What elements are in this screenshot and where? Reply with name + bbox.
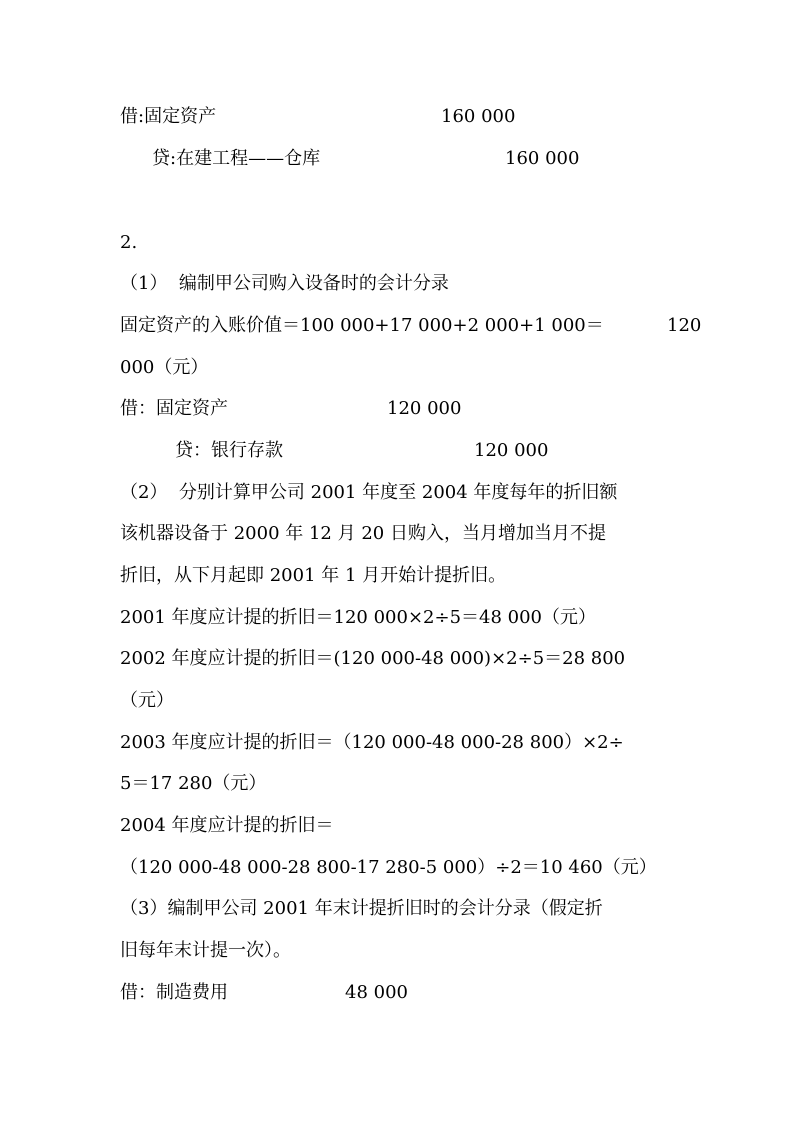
entry-debit-fixed-assets: 借:固定资产 (120, 106, 217, 127)
purchase-note-line2: 折旧，从下月起即 2001 年 1 月开始计提折旧。 (120, 565, 507, 586)
depreciation-2001: 2001 年度应计提的折旧＝120 000×2÷5＝48 000（元） (120, 607, 597, 628)
entry2-debit-amount: 120 000 (387, 398, 462, 419)
depreciation-2004-formula: （120 000-48 000-28 800-17 280-5 000）÷2＝10 460（元） (120, 857, 657, 878)
depreciation-2004: 2004 年度应计提的折旧＝ (120, 815, 334, 836)
question-2-heading: （2） 分别计算甲公司 2001 年度至 2004 年度每年的折旧额 (120, 482, 618, 503)
entry2-debit: 借：固定资产 (120, 398, 228, 419)
book-value-formula: 固定资产的入账价值＝100 000+17 000+2 000+1 000＝ (120, 315, 604, 336)
question-3-heading-cont: 旧每年末计提一次）。 (120, 940, 291, 961)
entry2-credit-amount: 120 000 (474, 440, 549, 461)
purchase-note-line1: 该机器设备于 2000 年 12 月 20 日购入，当月增加当月不提 (120, 523, 606, 544)
entry3-debit: 借：制造费用 (120, 982, 228, 1003)
section-number: 2. (120, 232, 138, 253)
entry-credit-amount: 160 000 (505, 148, 580, 169)
entry3-debit-amount: 48 000 (345, 982, 408, 1003)
entry2-credit: 贷：银行存款 (175, 440, 283, 461)
question-1-heading: （1） 编制甲公司购入设备时的会计分录 (120, 273, 449, 294)
depreciation-2003-cont: 5＝17 280（元） (120, 773, 267, 794)
question-3-heading: （3）编制甲公司 2001 年末计提折旧时的会计分录（假定折 (120, 898, 603, 919)
book-value-unit: 000（元） (120, 357, 209, 378)
depreciation-2002: 2002 年度应计提的折旧＝(120 000-48 000)×2÷5＝28 800 (120, 648, 626, 669)
book-value-amount: 120 (667, 315, 702, 336)
depreciation-2003: 2003 年度应计提的折旧＝（120 000-48 000-28 800）×2÷ (120, 732, 624, 753)
entry-debit-amount: 160 000 (441, 106, 516, 127)
depreciation-2002-unit: （元） (120, 690, 174, 711)
entry-credit-construction: 贷:在建工程——仓库 (152, 148, 321, 169)
